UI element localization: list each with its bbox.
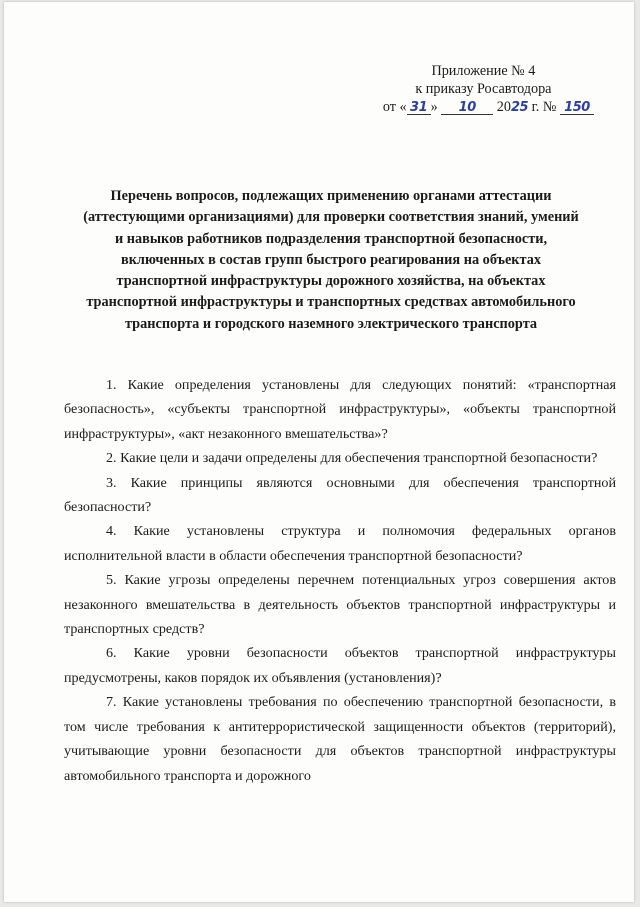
appendix-block [383,62,594,117]
day-close: » [430,99,438,115]
date-prefix: от « [382,99,407,115]
title-line: транспорта и городского наземного электрического транспорта [124,315,538,332]
appendix-label: Приложение № 4 [431,63,536,79]
handwritten-order-number: 150 [560,101,594,115]
questions-list [64,373,616,788]
handwritten-month: 10 [441,101,493,115]
title-line: транспортной инфраструктуры и транспортных средствах автомобильного [86,294,576,311]
title-line: включенных в состав групп быстрого реагирования на объектах [120,251,542,268]
question-item: 3. Какие принципы являются основными для обеспечения транспортной безопасности? [64,474,616,516]
order-label: к приказу Росавтодора [415,81,552,97]
handwritten-day: 31 [407,101,431,115]
year-after: г. № [528,99,557,115]
question-item: 5. Какие угрозы определены перечнем потенциальных угроз совершения актов незаконного вмешательства в деятельность объектов транспортной инфраструктуры и транспортных средств? [64,572,616,638]
title-line: (аттестующими организациями) для проверки соответствия знаний, умений [83,209,579,226]
question-item: 6. Какие уровни безопасности объектов транспортной инфраструктуры предусмотрены, каков порядок их объявления (установления)? [64,645,616,686]
question-item: 2. Какие цели и задачи определены для обеспечения транспортной безопасности? [106,450,598,467]
title-line: транспортной инфраструктуры дорожного хозяйства, на объектах [116,273,546,290]
title-line: и навыков работников подразделения транспортной безопасности, [114,230,548,247]
title-line: Перечень вопросов, подлежащих применению органами аттестации [110,188,552,204]
question-item: 7. Какие установлены требования по обеспечению транспортной безопасности, в том числе требования к антитеррористической защищенности объектов (территорий), учитывающие уровни безопасности для объектов транспортной инфраструктуры автомобильного транспорта и дорожного [64,694,616,784]
question-item: 4. Какие установлены структура и полномочия федеральных органов исполнительной власти в области обеспечения транспортной безопасности? [64,523,616,564]
document-page [4,2,634,902]
year-prefix: 20 [496,99,511,115]
document-title [66,186,596,335]
handwritten-year: 25 [510,100,529,115]
order-date-line [383,98,594,117]
question-item: 1. Какие определения установлены для следующих понятий: «транспортная безопасность», «субъекты транспортной инфраструктуры», «объекты транспортной инфраструктуры», «акт незаконного вмешательства»? [64,377,616,442]
